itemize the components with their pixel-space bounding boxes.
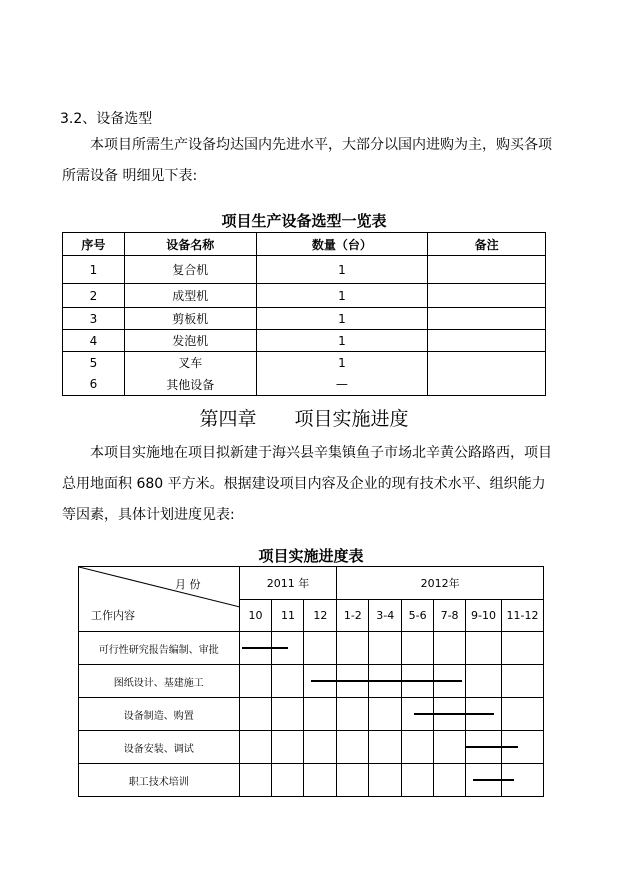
table-row [63,330,546,352]
cell-no: 1 [63,256,125,284]
task-name: 设备制造、购置 [79,698,240,731]
month-header: 10 [239,600,272,632]
table-row [63,284,546,308]
cell-no: 6 [63,374,125,396]
col-header-no: 序号 [63,233,125,256]
cell-qty: 1 [256,352,428,374]
schedule-table [78,566,544,797]
schedule-cell [402,764,434,797]
cell-name: 发泡机 [124,330,256,352]
cell-no: 4 [63,330,125,352]
schedule-cell [304,698,337,731]
table-row [63,352,546,374]
section-heading: 3.2、设备选型 [60,111,153,127]
cell-note [428,284,546,308]
schedule-cell [272,731,304,764]
cell-name: 复合机 [124,256,256,284]
col-header-name: 设备名称 [124,233,256,256]
schedule-cell [501,632,543,665]
intro-paragraph: 本项目所需生产设备均达国内先进水平，大部分以国内进购为主，购买各项所需设备 明细见下表: [62,137,552,184]
schedule-cell [337,698,369,731]
chapter-heading: 第四章 项目实施进度 [199,408,409,430]
month-header: 5-6 [402,600,434,632]
schedule-year-row [79,567,544,600]
chapter-paragraph: 本项目实施地在项目拟新建于海兴县辛集镇鱼子市场北辛黄公路路西，项目总用地面积 680 平方米。根据建设项目内容及企业的现有技术水平、组织能力等因素，具体计划进度见表: [62,445,552,523]
schedule-cell [239,665,272,698]
gantt-bar [414,713,494,715]
table-row [79,632,544,665]
table-row [63,256,546,284]
month-header: 1-2 [337,600,369,632]
month-header: 3-4 [369,600,402,632]
schedule-cell [239,698,272,731]
gantt-bar [242,647,288,649]
corner-work-label: 工作内容 [91,609,135,622]
col-header-note: 备注 [428,233,546,256]
cell-no: 5 [63,352,125,374]
schedule-cell [466,665,502,698]
schedule-cell [501,698,543,731]
schedule-cell [402,632,434,665]
schedule-table-title: 项目实施进度表 [258,547,364,565]
schedule-cell [369,698,402,731]
schedule-cell [434,731,466,764]
schedule-cell [434,632,466,665]
cell-note [428,374,546,396]
cell-qty: 1 [256,256,428,284]
month-header: 11-12 [501,600,543,632]
year-header: 2012年 [337,567,544,600]
cell-name: 剪板机 [124,308,256,330]
month-header: 7-8 [434,600,466,632]
equipment-table [62,232,546,396]
month-header: 9-10 [466,600,502,632]
month-header: 12 [304,600,337,632]
schedule-cell [369,764,402,797]
cell-qty: 1 [256,284,428,308]
schedule-cell [501,665,543,698]
schedule-cell [369,632,402,665]
corner-month-label: 月 份 [175,578,201,591]
cell-qty: 1 [256,330,428,352]
schedule-corner-cell [79,567,240,632]
cell-name: 叉车 [124,352,256,374]
task-name: 职工技术培训 [79,764,240,797]
schedule-cell [239,731,272,764]
col-header-qty: 数量（台） [256,233,428,256]
year-header: 2011 年 [239,567,337,600]
gantt-bar [473,779,514,781]
cell-qty: 1 [256,308,428,330]
schedule-cell [272,698,304,731]
cell-name: 其他设备 [124,374,256,396]
cell-note [428,330,546,352]
schedule-cell [272,764,304,797]
cell-name: 成型机 [124,284,256,308]
schedule-cell [402,731,434,764]
cell-note [428,256,546,284]
task-name: 设备安装、调试 [79,731,240,764]
schedule-cell [272,665,304,698]
cell-note [428,308,546,330]
schedule-cell [304,632,337,665]
table-row [63,374,546,396]
cell-no: 2 [63,284,125,308]
schedule-cell [304,731,337,764]
schedule-cell [239,764,272,797]
cell-qty: — [256,374,428,396]
task-name: 图纸设计、基建施工 [79,665,240,698]
schedule-cell [466,632,502,665]
equipment-table-title: 项目生产设备选型一览表 [221,212,387,230]
gantt-bar [311,680,463,682]
schedule-cell [337,731,369,764]
schedule-cell [434,764,466,797]
schedule-cell [369,731,402,764]
cell-no: 3 [63,308,125,330]
cell-note [428,352,546,374]
task-name: 可行性研究报告编制、审批 [79,632,240,665]
table-row [63,308,546,330]
schedule-cell [337,632,369,665]
schedule-cell [304,764,337,797]
gantt-bar [466,746,519,748]
month-header: 11 [272,600,304,632]
schedule-cell [337,764,369,797]
